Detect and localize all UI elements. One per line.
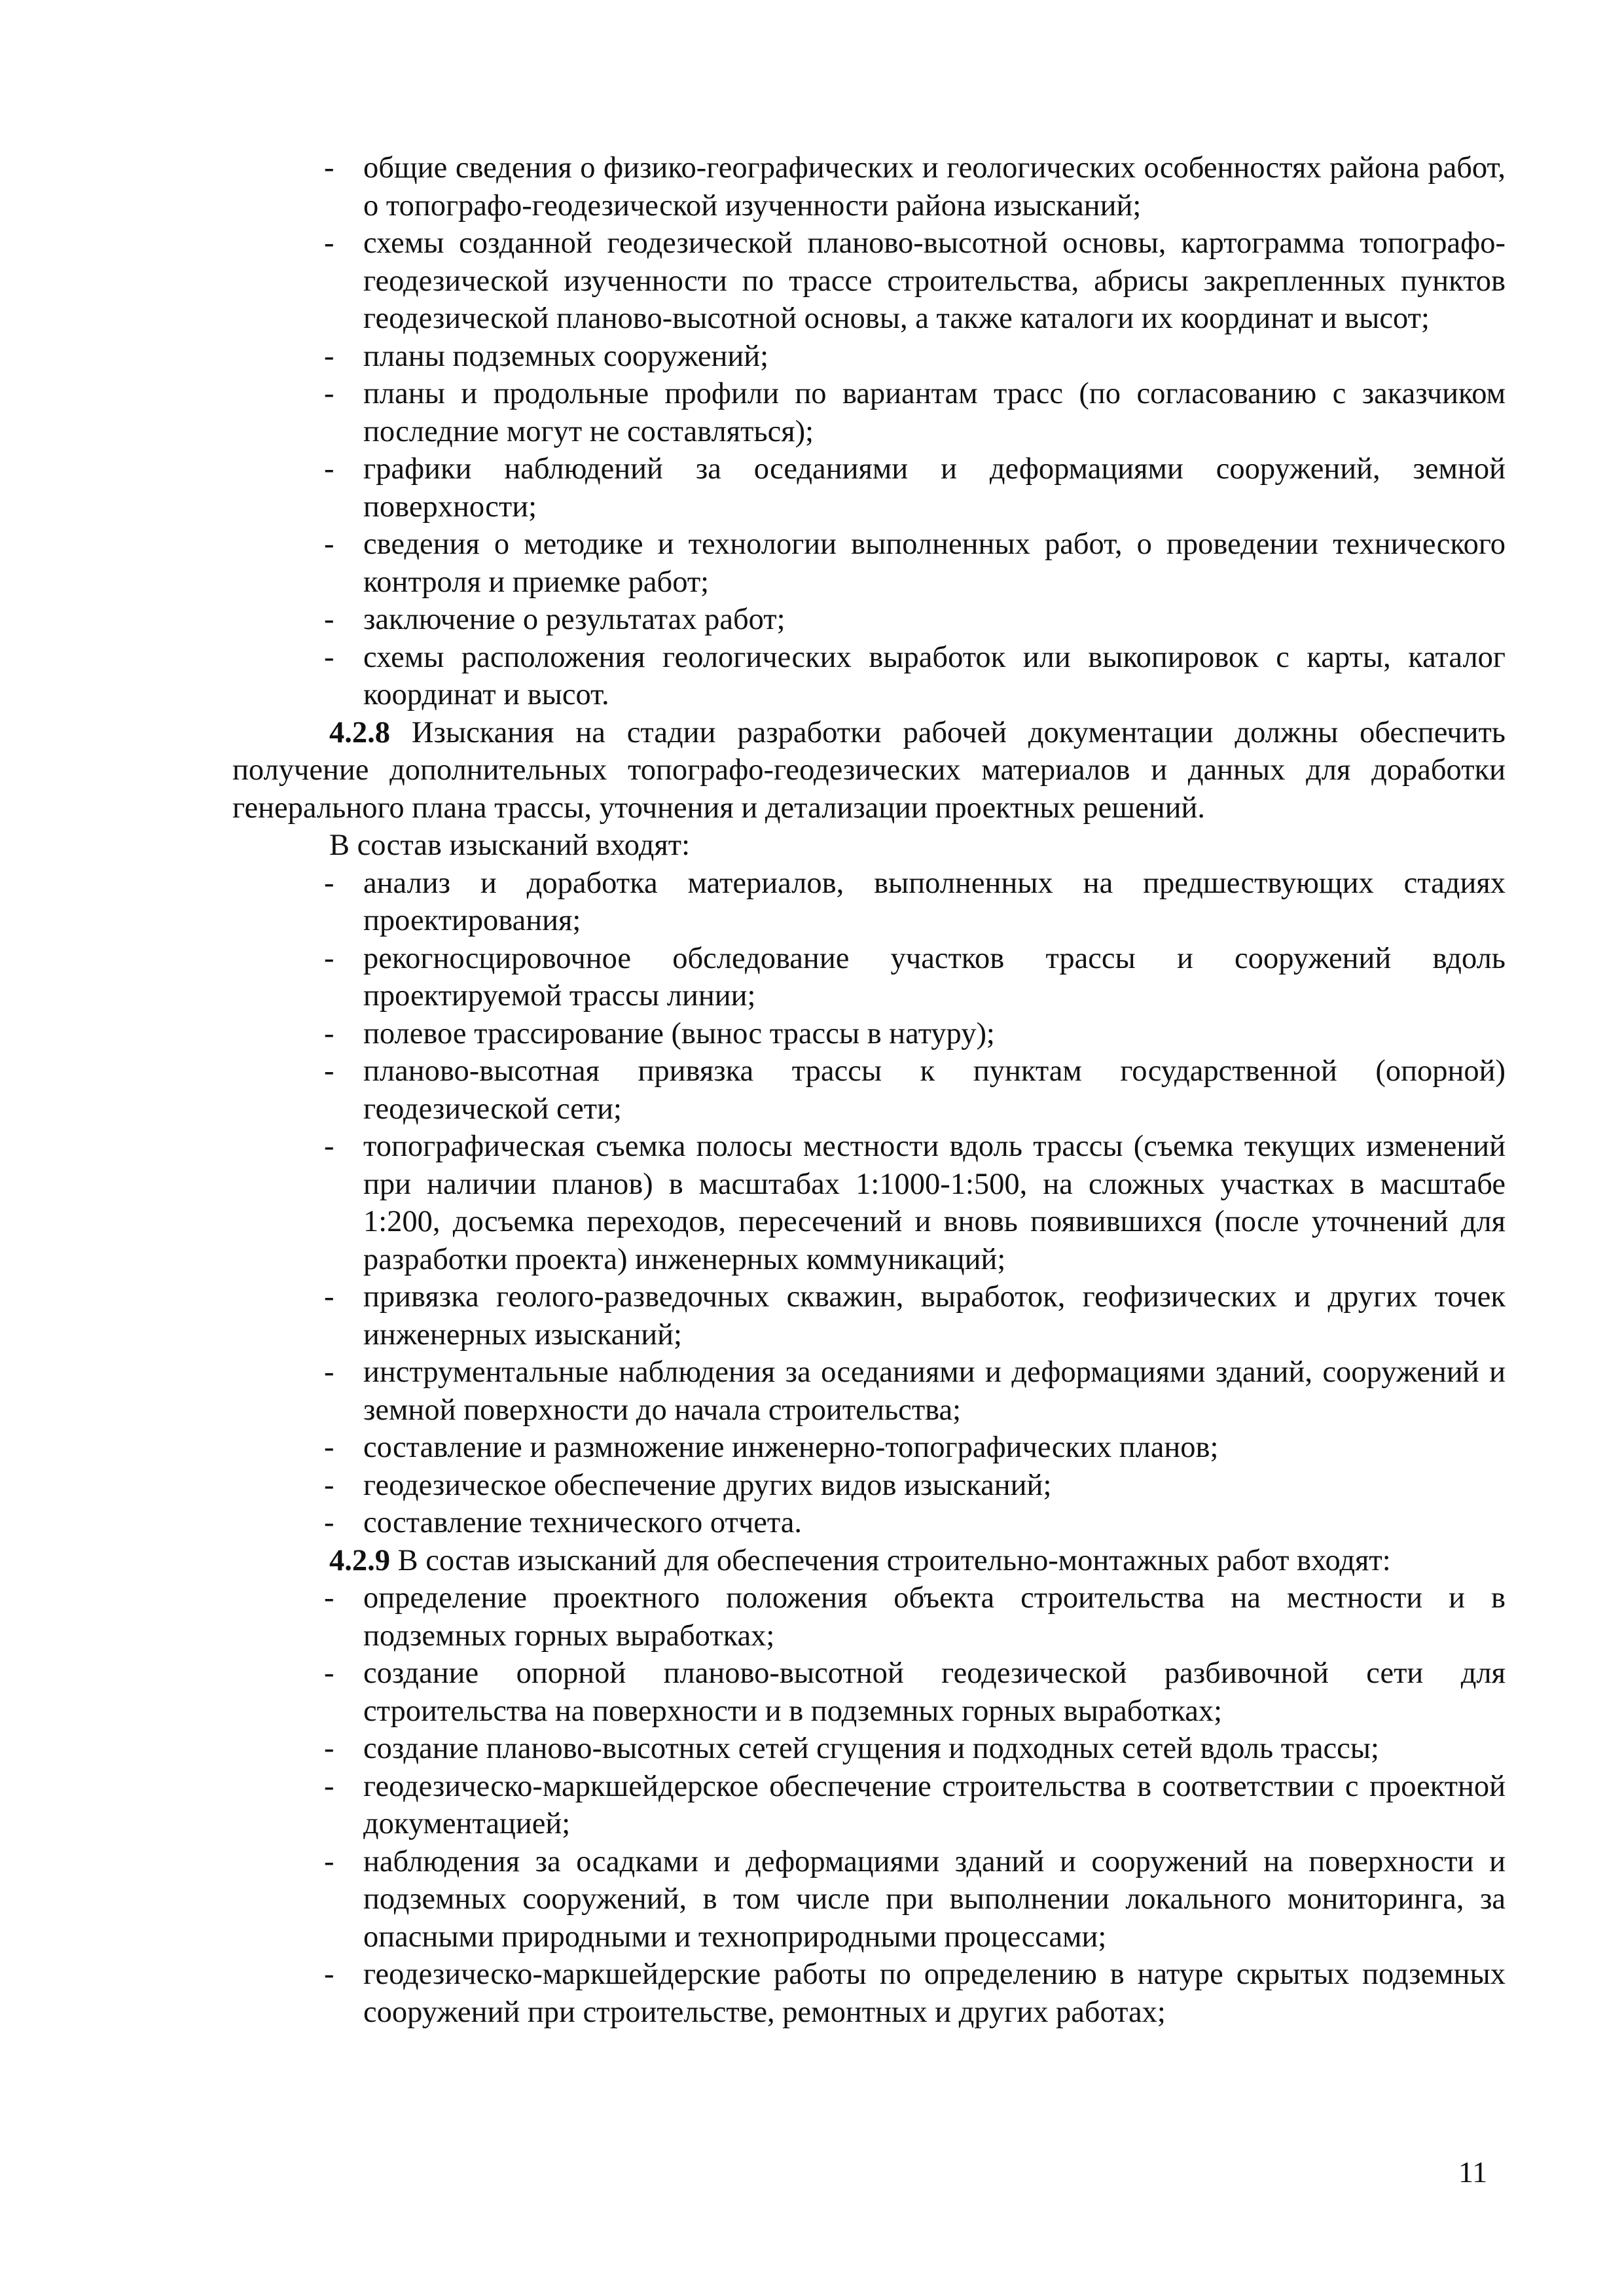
paragraph-4-2-8: 4.2.8 Изыскания на стадии разработки рабочей документации должны обеспечить получение дополнительных топографо-геодезических материалов и данных для доработки генерального плана трассы, уточнения и детализации проектных решений.: [232, 715, 1506, 825]
list-item: - геодезическо-маркшейдерское обеспечение строительства в соответствии с проектной документацией;: [324, 1769, 1506, 1840]
list-item: - наблюдения за осадками и деформациями зданий и сооружений на поверхности и подземных сооружений, в том числе при выполнении локального мониторинга, за опасными природными и техноприродными процессами;: [324, 1844, 1506, 1954]
list-item: - схемы расположения геологических выработок или выкопировок с карты, каталог координат и высот.: [324, 640, 1506, 711]
list-item: - планово-высотная привязка трассы к пунктам государственной (опорной) геодезической сети;: [324, 1054, 1506, 1126]
list-item: - геодезическое обеспечение других видов изысканий;: [324, 1468, 1052, 1502]
list-item: - топографическая съемка полосы местности вдоль трассы (съемка текущих изменений при наличии планов) в масштабах 1:1000-1:500, на сложных участках в масштабе 1:200, досъемка переходов, пересечений и вновь появившихся (после уточнений для разработки проекта) инженерных коммуникаций;: [324, 1130, 1506, 1276]
list-item: - заключение о результатах работ;: [324, 603, 785, 636]
list-item: - планы и продольные профили по вариантам трасс (по согласованию с заказчиком последние могут не составляться);: [324, 377, 1506, 448]
list-item: - геодезическо-маркшейдерские работы по определению в натуре скрытых подземных сооружений при строительстве, ремонтных и других работах;: [324, 1958, 1506, 2029]
list-4-2-8: [232, 865, 1506, 1542]
list-item: - составление технического отчета.: [324, 1506, 803, 1539]
section-number: 4.2.8: [329, 715, 390, 749]
section-number: 4.2.9: [329, 1543, 390, 1577]
page-number: 11: [1458, 2155, 1488, 2189]
list-item: - рекогносцировочное обследование участков трассы и сооружений вдоль проектируемой трассы линии;: [324, 941, 1506, 1013]
document-body: [232, 149, 1506, 2031]
list-item: - создание планово-высотных сетей сгущения и подходных сетей вдоль трассы;: [324, 1732, 1379, 1765]
list-item: - инструментальные наблюдения за оседаниями и деформациями зданий, сооружений и земной поверхности до начала строительства;: [324, 1355, 1506, 1427]
list-item: - привязка геолого-разведочных скважин, выработок, геофизических и других точек инженерных изысканий;: [324, 1280, 1506, 1352]
list-item: - определение проектного положения объекта строительства на местности и в подземных горных выработках;: [324, 1581, 1506, 1653]
paragraph-4-2-9: 4.2.9 В состав изысканий для обеспечения строительно-монтажных работ входят:: [329, 1543, 1391, 1577]
list-item: - составление и размножение инженерно-топографических планов;: [324, 1431, 1219, 1464]
list-item: - схемы созданной геодезической планово-высотной основы, картограмма топографо-геодезической изученности по трассе строительства, абрисы закрепленных пунктов геодезической планово-высотной основы, а также каталоги их координат и высот;: [324, 226, 1506, 335]
list-item: - полевое трассирование (вынос трассы в натуру);: [324, 1016, 995, 1050]
list-item: - графики наблюдений за оседаниями и деформациями сооружений, земной поверхности;: [324, 452, 1506, 524]
list-item: - анализ и доработка материалов, выполненных на предшествующих стадиях проектирования;: [324, 866, 1506, 937]
list-item: - планы подземных сооружений;: [324, 339, 769, 373]
paragraph-lead: В состав изысканий входят:: [329, 829, 691, 862]
list-item: - создание опорной планово-высотной геодезической разбивочной сети для строительства на поверхности и в подземных горных выработках;: [324, 1657, 1506, 1728]
list-item: - сведения о методике и технологии выполненных работ, о проведении технического контроля и приемке работ;: [324, 528, 1506, 599]
list-item: - общие сведения о физико-географических и геологических особенностях района работ, о топографо-геодезической изученности района изысканий;: [324, 151, 1506, 223]
list-4-2-9: [232, 1579, 1506, 2031]
list-top: [232, 149, 1506, 714]
